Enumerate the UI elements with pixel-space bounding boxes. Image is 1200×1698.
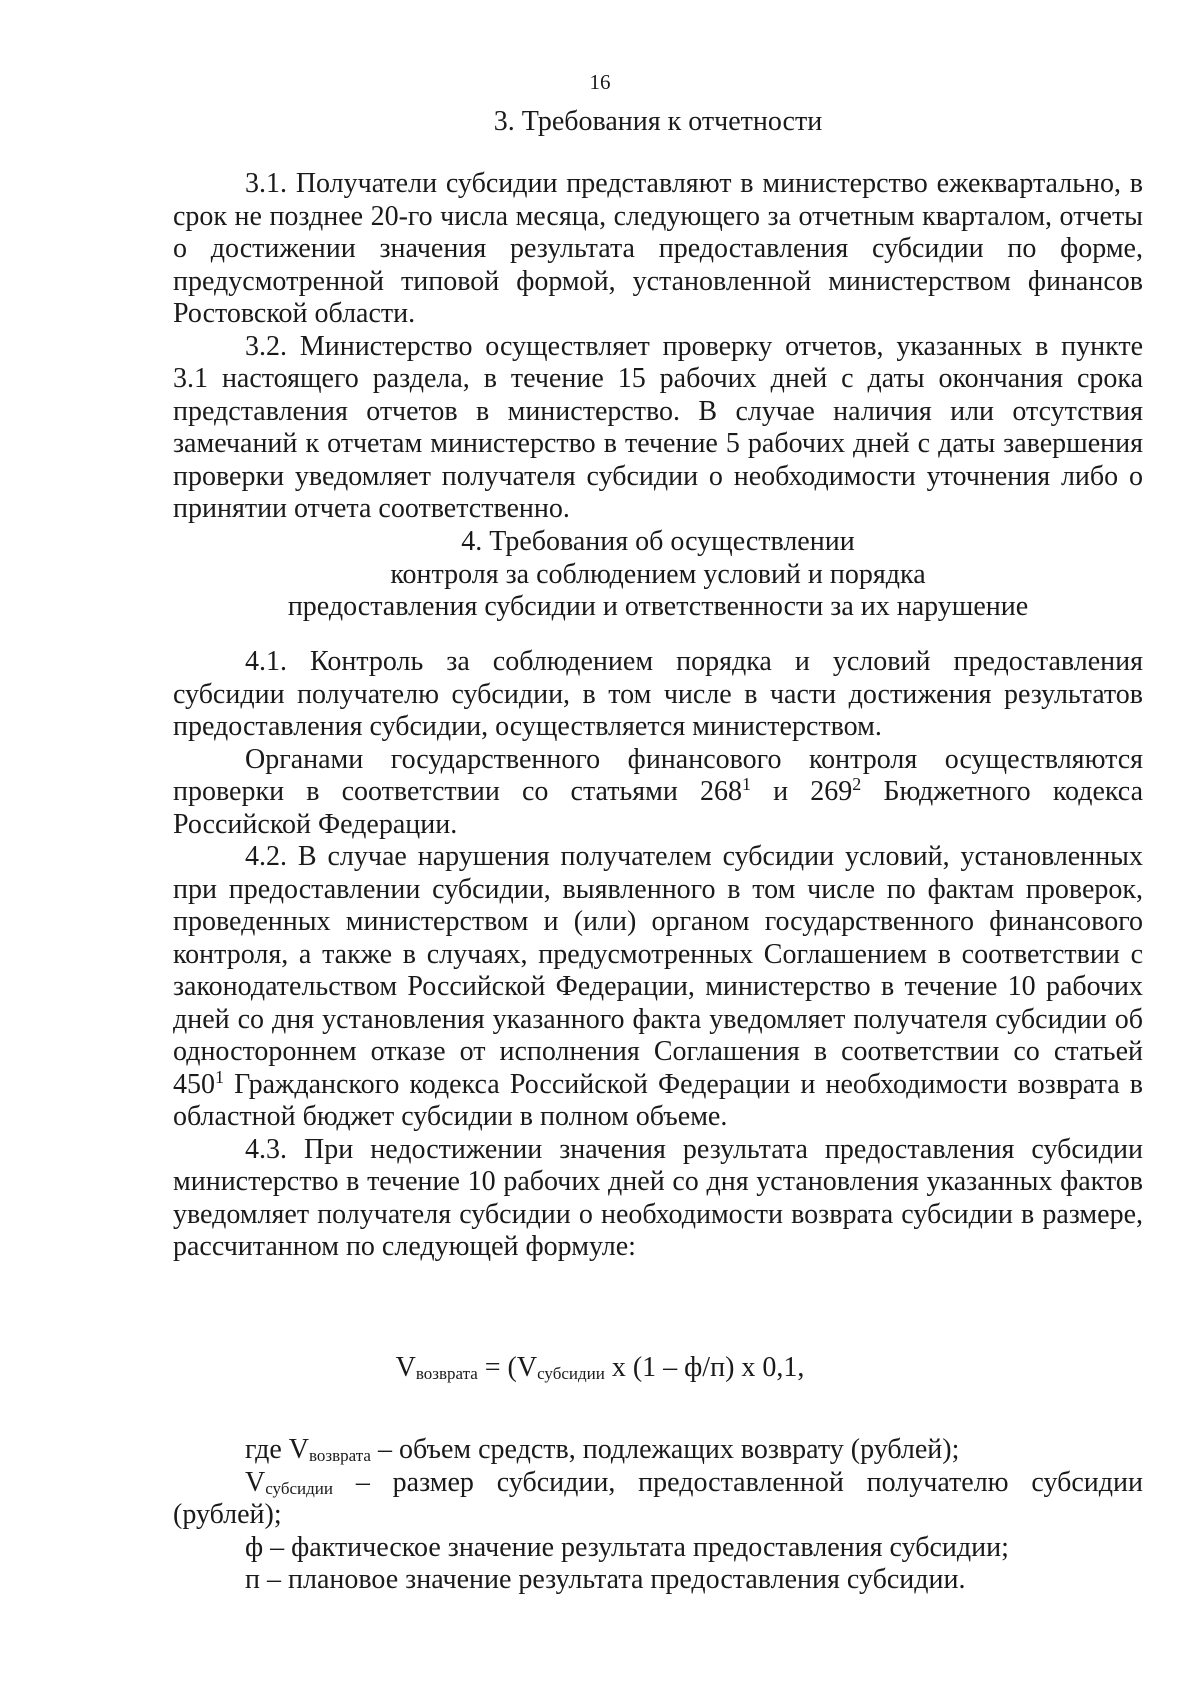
paragraph-4-1-control — [173, 744, 1143, 842]
paragraph-4-1-control-text-3: Бюджетного кодекса Российской Федерации. — [173, 776, 1143, 840]
section-4-heading — [173, 526, 1143, 624]
section-4-body — [173, 646, 1143, 1264]
legend-line-3: ф – фактическое значение результата предоставления субсидии; — [245, 1531, 1009, 1563]
legend-1-sub: возврата — [308, 1446, 371, 1465]
formula-sub-refund: возврата — [415, 1364, 478, 1383]
legend-line-2 — [173, 1467, 1143, 1532]
legend-line-1 — [173, 1434, 1143, 1467]
refund-formula — [0, 1352, 1200, 1385]
legend-line-4: п – плановое значение результата предоставления субсидии. — [245, 1564, 966, 1595]
legend-1-text: – объем средств, подлежащих возврату (рублей); — [370, 1434, 960, 1465]
paragraph-3-1: 3.1. Получатели субсидии представляют в министерство ежеквартально, в срок не позднее 20-го числа месяца, следующего за отчетным кварталом, отчеты о достижении значения результата предоставления субсидии по форме, предусмотренной типовой формой, установленной министерством финансов Ростовской области. — [173, 168, 1143, 329]
section-3-heading: 3. Требования к отчетности — [493, 106, 823, 137]
formula-sub-subsidy: субсидии — [537, 1364, 605, 1383]
legend-2-text: – размер субсидии, предоставленной получателю субсидии (рублей); — [173, 1466, 1143, 1530]
paragraph-4-1-control-text-1: Органами государственного финансового контроля осуществляются проверки в соответствии со статьями 268 — [173, 743, 1143, 807]
section-3-body — [173, 168, 1143, 526]
paragraph-4-2-text-2: Гражданского кодекса Российской Федерации и необходимости возврата в областной бюджет субсидии в полном объеме. — [173, 1068, 1143, 1132]
formula-eq: = (V — [477, 1352, 538, 1383]
section-4-heading-line-2: контроля за соблюдением условий и порядка — [390, 558, 926, 590]
paragraph-4-1: 4.1. Контроль за соблюдением порядка и условий предоставления субсидии получателю субсидии, в том числе в части достижения результатов предоставления субсидии, осуществляется министерством. — [173, 646, 1143, 742]
paragraph-3-2: 3.2. Министерство осуществляет проверку отчетов, указанных в пункте 3.1 настоящего раздела, в течение 15 рабочих дней с даты окончания срока представления отчетов в министерство. В случае наличия или отсутствия замечаний к отчетам министерство в течение 5 рабочих дней с даты завершения проверки уведомляет получателя субсидии о необходимости уточнения либо о принятии отчета соответственно. — [173, 330, 1143, 524]
superscript-450: 1 — [215, 1066, 224, 1087]
paragraph-4-3: 4.3. При недостижении значения результата предоставления субсидии министерство в течение 10 рабочих дней со дня установления указанных фактов уведомляет получателя субсидии о необходимости возврата субсидии в размере, рассчитанном по следующей формуле: — [173, 1133, 1143, 1262]
formula-v: V — [395, 1352, 416, 1383]
section-3 — [173, 106, 1143, 139]
legend-2-sub: субсидии — [265, 1478, 333, 1498]
section-4-heading-line-1: 4. Требования об осуществлении — [461, 526, 855, 557]
superscript-268: 1 — [742, 774, 751, 794]
paragraph-4-1-control-text-2: и 269 — [751, 776, 853, 807]
legend-2-v: V — [245, 1466, 266, 1498]
formula-legend — [173, 1434, 1143, 1597]
formula-rest: x (1 – ф/п) x 0,1, — [604, 1352, 805, 1383]
page-number: 16 — [589, 70, 611, 94]
paragraph-4-2 — [173, 841, 1143, 1134]
paragraph-4-2-text-1: 4.2. В случае нарушения получателем субсидии условий, установленных при предоставлении субсидии, выявленного в том числе по фактам проверок, проведенных министерством и (или) органом государственного финансового контроля, а также в случаях, предусмотренных Соглашением в соответствии с законодательством Российской Федерации, министерство в течение 10 рабочих дней со дня установления указанного факта уведомляет получателя субсидии об одностороннем отказе от исполнения Соглашения в соответствии со статьей 450 — [173, 841, 1143, 1100]
section-4-heading-line-3: предоставления субсидии и ответственности за их нарушение — [287, 591, 1029, 622]
legend-1-prefix: где V — [245, 1434, 309, 1465]
superscript-269: 2 — [852, 774, 862, 794]
